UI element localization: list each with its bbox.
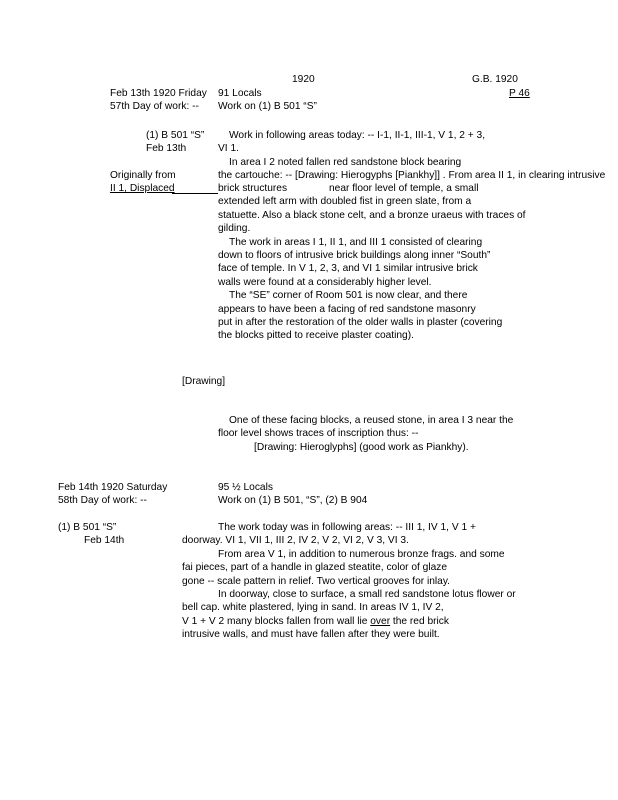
- entry1-side-note-displaced: II 1, Displaced: [110, 183, 175, 194]
- entry1-date: Feb 13th 1920 Friday: [110, 88, 207, 99]
- entry2-day: 58th Day of work: --: [58, 495, 147, 506]
- drawing-placeholder: [Drawing]: [182, 376, 226, 387]
- entry1-side-label: (1) B 501 “S”: [146, 130, 205, 141]
- entry2-line-over: [182, 615, 449, 628]
- over-line-post: the red brick: [390, 616, 449, 627]
- entry1-line: face of temple. In V 1, 2, 3, and VI 1 similar intrusive brick: [218, 263, 478, 274]
- header-ref: G.B. 1920: [472, 74, 518, 85]
- entry1-line: walls were found at a considerably higher level.: [218, 277, 432, 288]
- entry1-side-note: Originally from: [110, 170, 176, 181]
- entry1-line: gilding.: [218, 223, 251, 234]
- entry1-line: the cartouche: -- [Drawing: Hierogyphs [Piankhy]] . From area II 1, in clearing intrusive: [218, 170, 606, 181]
- entry1-line: The work in areas I 1, II 1, and III 1 consisted of clearing: [229, 237, 483, 248]
- entry1-line: near floor level of temple, a small: [329, 183, 479, 194]
- entry1-line: statuette. Also a black stone celt, and a bronze uraeus with traces of: [218, 210, 526, 221]
- entry1-line: In area I 2 noted fallen red sandstone block bearing: [229, 157, 462, 168]
- entry1-line: extended left arm with doubled fist in green slate, from a: [218, 196, 472, 207]
- entry1-line2: floor level shows traces of inscription thus: --: [218, 428, 419, 439]
- side-note-underline: [172, 193, 218, 194]
- entry2-work-on: Work on (1) B 501, “S”, (2) B 904: [218, 495, 368, 506]
- entry1-line: put in after the restoration of the older walls in plaster (covering: [218, 317, 503, 328]
- entry2-line: doorway. VI 1, VII 1, III 2, IV 2, V 2, VI 2, V 3, VI 3.: [182, 535, 409, 546]
- entry1-day: 57th Day of work: --: [110, 101, 199, 112]
- entry1-locals: 91 Locals: [218, 88, 262, 99]
- entry2-side-label: (1) B 501 “S”: [58, 522, 117, 533]
- entry1-line2: One of these facing blocks, a reused stone, in area I 3 near the: [229, 415, 514, 426]
- entry1-side-date: Feb 13th: [146, 143, 187, 154]
- entry1-line2: [Drawing: Hieroglyphs] (good work as Piankhy).: [254, 442, 469, 453]
- over-line-pre: V 1 + V 2 many blocks fallen from wall lie: [182, 616, 371, 627]
- entry2-line-last: intrusive walls, and must have fallen after they were built.: [182, 629, 440, 640]
- entry1-line: The “SE” corner of Room 501 is now clear, and there: [229, 290, 468, 301]
- entry1-line: appears to have been a facing of red sandstone masonry: [218, 304, 476, 315]
- entry1-line: down to floors of intrusive brick buildings along inner “South”: [218, 250, 491, 261]
- entry1-line: the blocks pitted to receive plaster coating).: [218, 330, 414, 341]
- entry1-work-on: Work on (1) B 501 “S”: [218, 101, 317, 112]
- entry2-line: From area V 1, in addition to numerous bronze frags. and some: [218, 549, 505, 560]
- entry2-date: Feb 14th 1920 Saturday: [58, 482, 168, 493]
- header-year: 1920: [292, 74, 315, 85]
- entry1-line: VI 1.: [218, 143, 239, 154]
- entry2-line: The work today was in following areas: -- III 1, IV 1, V 1 +: [218, 522, 476, 533]
- entry2-line: fai pieces, part of a handle in glazed steatite, color of glaze: [182, 562, 448, 573]
- underlined-over: over: [370, 616, 391, 627]
- page-number: P 46: [509, 88, 530, 99]
- entry2-locals: 95 ½ Locals: [218, 482, 273, 493]
- entry1-line: brick structures: [218, 183, 288, 194]
- entry2-line: gone -- scale pattern in relief. Two vertical grooves for inlay.: [182, 576, 451, 587]
- entry2-line: In doorway, close to surface, a small red sandstone lotus flower or: [218, 589, 516, 600]
- entry2-side-date: Feb 14th: [84, 535, 125, 546]
- entry2-line: bell cap. white plastered, lying in sand. In areas IV 1, IV 2,: [182, 602, 444, 613]
- entry1-line: Work in following areas today: -- I-1, II-1, III-1, V 1, 2 + 3,: [229, 130, 486, 141]
